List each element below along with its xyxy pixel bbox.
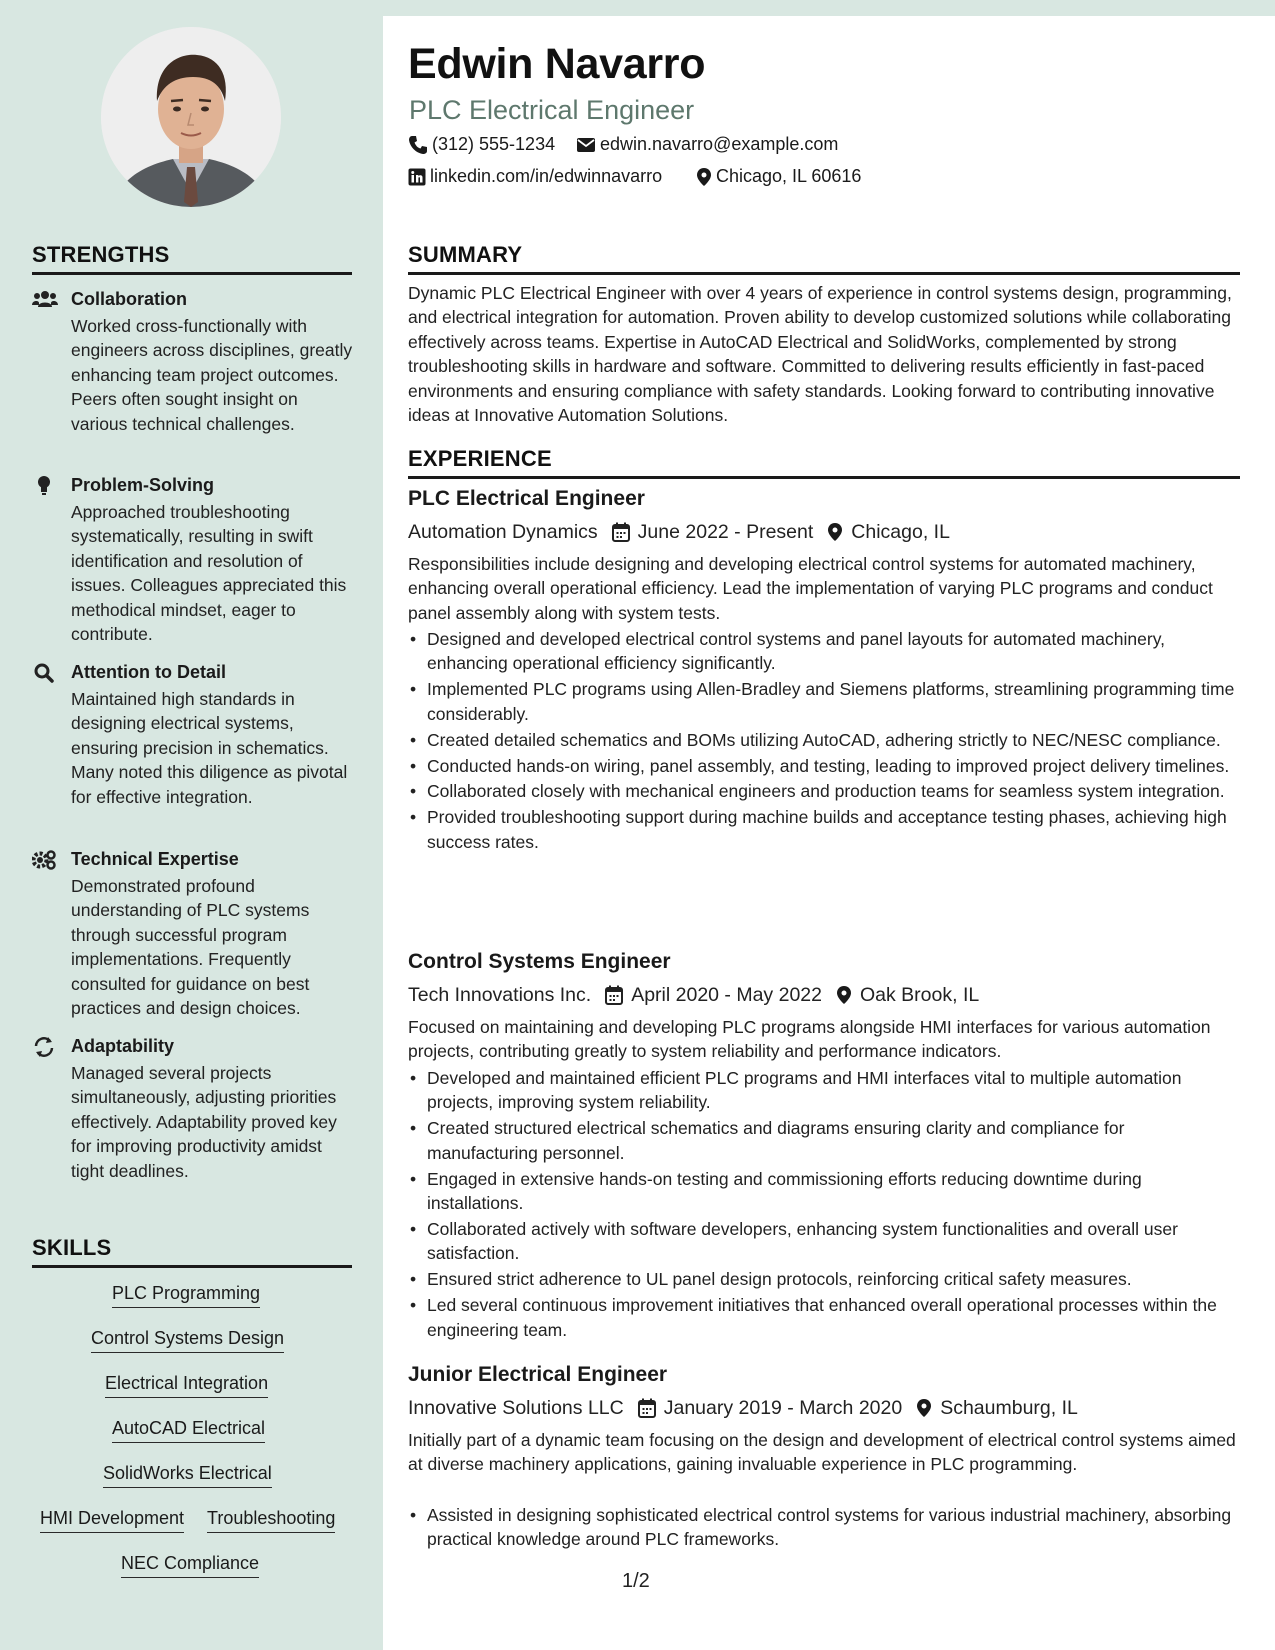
- summary-heading: SUMMARY: [408, 242, 523, 267]
- location-contact: [696, 166, 861, 187]
- job-title: Control Systems Engineer: [408, 950, 671, 973]
- job-location: Chicago, IL: [851, 520, 950, 543]
- list-item: • Led several continuous improvement initiatives that enhanced overall operational processes within the engineering team.: [408, 1293, 1240, 1342]
- search-icon: [32, 662, 58, 684]
- list-item: • Implemented PLC programs using Allen-Bradley and Siemens platforms, streamlining programming time considerably.: [408, 677, 1240, 726]
- linkedin-contact: [408, 166, 662, 187]
- email-contact: [576, 134, 838, 155]
- list-item: • Ensured strict adherence to UL panel design protocols, reinforcing critical safety measures.: [408, 1267, 1240, 1291]
- strength-item: [32, 1036, 352, 1206]
- company-name: Tech Innovations Inc.: [408, 983, 592, 1006]
- gears-icon: [32, 849, 58, 871]
- job-description: Focused on maintaining and developing PLC programs alongside HMI interfaces for various automation projects, contributing greatly to system reliability and performance indicators.: [408, 1017, 1211, 1062]
- job-bullets: [408, 1503, 1240, 1553]
- map-pin-icon: [696, 167, 712, 187]
- strength-item: [32, 289, 352, 459]
- calendar-icon: [638, 1398, 656, 1418]
- company-name: Automation Dynamics: [408, 520, 598, 543]
- skill-tag: NEC Compliance: [121, 1553, 259, 1578]
- summary-divider: [408, 272, 1240, 275]
- linkedin-icon: [408, 168, 426, 186]
- list-item: • Created detailed schematics and BOMs utilizing AutoCAD, adhering strictly to NEC/NESC compliance.: [408, 728, 1240, 752]
- calendar-icon: [605, 985, 623, 1005]
- list-item: • Collaborated closely with mechanical engineers and production teams for seamless system integration.: [408, 779, 1240, 803]
- candidate-name: Edwin Navarro: [408, 40, 706, 88]
- job-meta: [408, 982, 979, 1008]
- experience-heading: EXPERIENCE: [408, 446, 552, 471]
- company-name: Innovative Solutions LLC: [408, 1396, 624, 1419]
- strength-description: Managed several projects simultaneously, adjusting priorities effectively. Adaptability proved key for improving productivity amidst tight deadlines.: [71, 1063, 337, 1181]
- experience-divider: [408, 476, 1240, 479]
- list-item: • Provided troubleshooting support during machine builds and acceptance testing phases, achieving high success rates.: [408, 805, 1240, 854]
- strength-title: Technical Expertise: [71, 849, 239, 869]
- skill-tag: SolidWorks Electrical: [103, 1463, 272, 1488]
- users-icon: [32, 289, 58, 311]
- map-pin-icon: [836, 985, 852, 1005]
- job-bullets: [408, 1066, 1240, 1343]
- job-dates: January 2019 - March 2020: [663, 1396, 903, 1419]
- strength-title: Collaboration: [71, 289, 187, 309]
- map-pin-icon: [827, 522, 843, 542]
- skill-tag: PLC Programming: [112, 1283, 260, 1308]
- calendar-icon: [612, 522, 630, 542]
- strengths-heading: STRENGTHS: [32, 242, 170, 267]
- list-item: • Conducted hands-on wiring, panel assembly, and testing, leading to improved project delivery timelines.: [408, 754, 1240, 778]
- skill-tag: AutoCAD Electrical: [112, 1418, 265, 1443]
- summary-text: Dynamic PLC Electrical Engineer with over 4 years of experience in control systems design, programming, and electrical integration for automation. Proven ability to develop customized solutions while collaborating effectively across teams. Expertise in AutoCAD Electrical and SolidWorks, complemented by strong troubleshooting skills in hardware and software. Committed to delivering results efficiently in fast-paced environments and ensuring compliance with safety standards. Looking forward to contributing innovative ideas at Innovative Automation Solutions.: [408, 283, 1232, 426]
- email-address[interactable]: edwin.navarro@example.com: [600, 134, 839, 154]
- skill-tag: HMI Development: [40, 1508, 184, 1533]
- job-location: Oak Brook, IL: [859, 983, 980, 1006]
- strength-item: [32, 849, 352, 1019]
- skill-tag: Electrical Integration: [105, 1373, 268, 1398]
- skill-tag: Control Systems Design: [91, 1328, 284, 1353]
- phone-icon: [408, 135, 428, 155]
- job-bullets: [408, 627, 1240, 856]
- list-item: • Created structured electrical schematics and diagrams ensuring clarity and compliance for manufacturing personnel.: [408, 1116, 1240, 1165]
- strength-description: Approached troubleshooting systematically, resulting in swift identification and resolution of issues. Colleagues appreciated this methodical mindset, eager to contribute.: [71, 502, 347, 645]
- job-title: Junior Electrical Engineer: [408, 1363, 668, 1386]
- job-dates: June 2022 - Present: [637, 520, 814, 543]
- strengths-divider: [32, 272, 352, 275]
- skill-tag: Troubleshooting: [207, 1508, 335, 1533]
- linkedin-url[interactable]: linkedin.com/in/edwinnavarro: [430, 166, 663, 186]
- strength-title: Adaptability: [71, 1036, 175, 1056]
- strength-description: Demonstrated profound understanding of PLC systems through successful program implementations. Frequently consulted for guidance on best practices and design choices.: [71, 876, 310, 1019]
- skills-divider: [32, 1265, 352, 1268]
- skills-heading: SKILLS: [32, 1235, 112, 1260]
- list-item: • Designed and developed electrical control systems and panel layouts for automated machinery, enhancing operational efficiency significantly.: [408, 627, 1240, 676]
- candidate-role: PLC Electrical Engineer: [409, 95, 695, 125]
- strength-item: [32, 475, 352, 645]
- strength-title: Attention to Detail: [71, 662, 226, 682]
- sync-icon: [32, 1036, 58, 1058]
- map-pin-icon: [916, 1398, 932, 1418]
- strength-item: [32, 662, 352, 832]
- job-meta: [408, 1395, 1078, 1421]
- phone-contact: [408, 134, 555, 155]
- list-item: • Developed and maintained efficient PLC programs and HMI interfaces vital to multiple automation projects, improving system reliability.: [408, 1066, 1240, 1115]
- job-dates: April 2020 - May 2022: [631, 983, 822, 1006]
- profile-photo: [101, 27, 281, 207]
- list-item: • Collaborated actively with software developers, enhancing system functionalities and overall user satisfaction.: [408, 1217, 1240, 1266]
- location-text: Chicago, IL 60616: [716, 166, 862, 186]
- list-item: • Engaged in extensive hands-on testing and commissioning efforts reducing downtime during installations.: [408, 1167, 1240, 1216]
- strength-title: Problem-Solving: [71, 475, 215, 495]
- job-description: Initially part of a dynamic team focusing on the design and development of electrical control systems aimed at diverse machinery applications, gaining invaluable experience in PLC programming.: [408, 1430, 1236, 1475]
- envelope-icon: [576, 137, 596, 153]
- lightbulb-icon: [32, 475, 58, 497]
- job-description: Responsibilities include designing and developing electrical control systems for automated machinery, enhancing overall operational efficiency. Lead the implementation of varying PLC programs and conduct panel assembly along with system tests.: [408, 554, 1213, 623]
- page-number: 1/2: [622, 1570, 650, 1592]
- phone-number: (312) 555-1234: [432, 134, 556, 154]
- strength-description: Maintained high standards in designing electrical systems, ensuring precision in schematics. Many noted this diligence as pivotal for effective integration.: [71, 689, 348, 807]
- job-meta: [408, 519, 950, 545]
- strength-description: Worked cross-functionally with engineers across disciplines, greatly enhancing team project outcomes. Peers often sought insight on various technical challenges.: [71, 316, 353, 434]
- list-item: • Assisted in designing sophisticated electrical control systems for various industrial machinery, absorbing practical knowledge around PLC frameworks.: [408, 1503, 1240, 1552]
- job-location: Schaumburg, IL: [940, 1396, 1078, 1419]
- job-title: PLC Electrical Engineer: [408, 487, 645, 510]
